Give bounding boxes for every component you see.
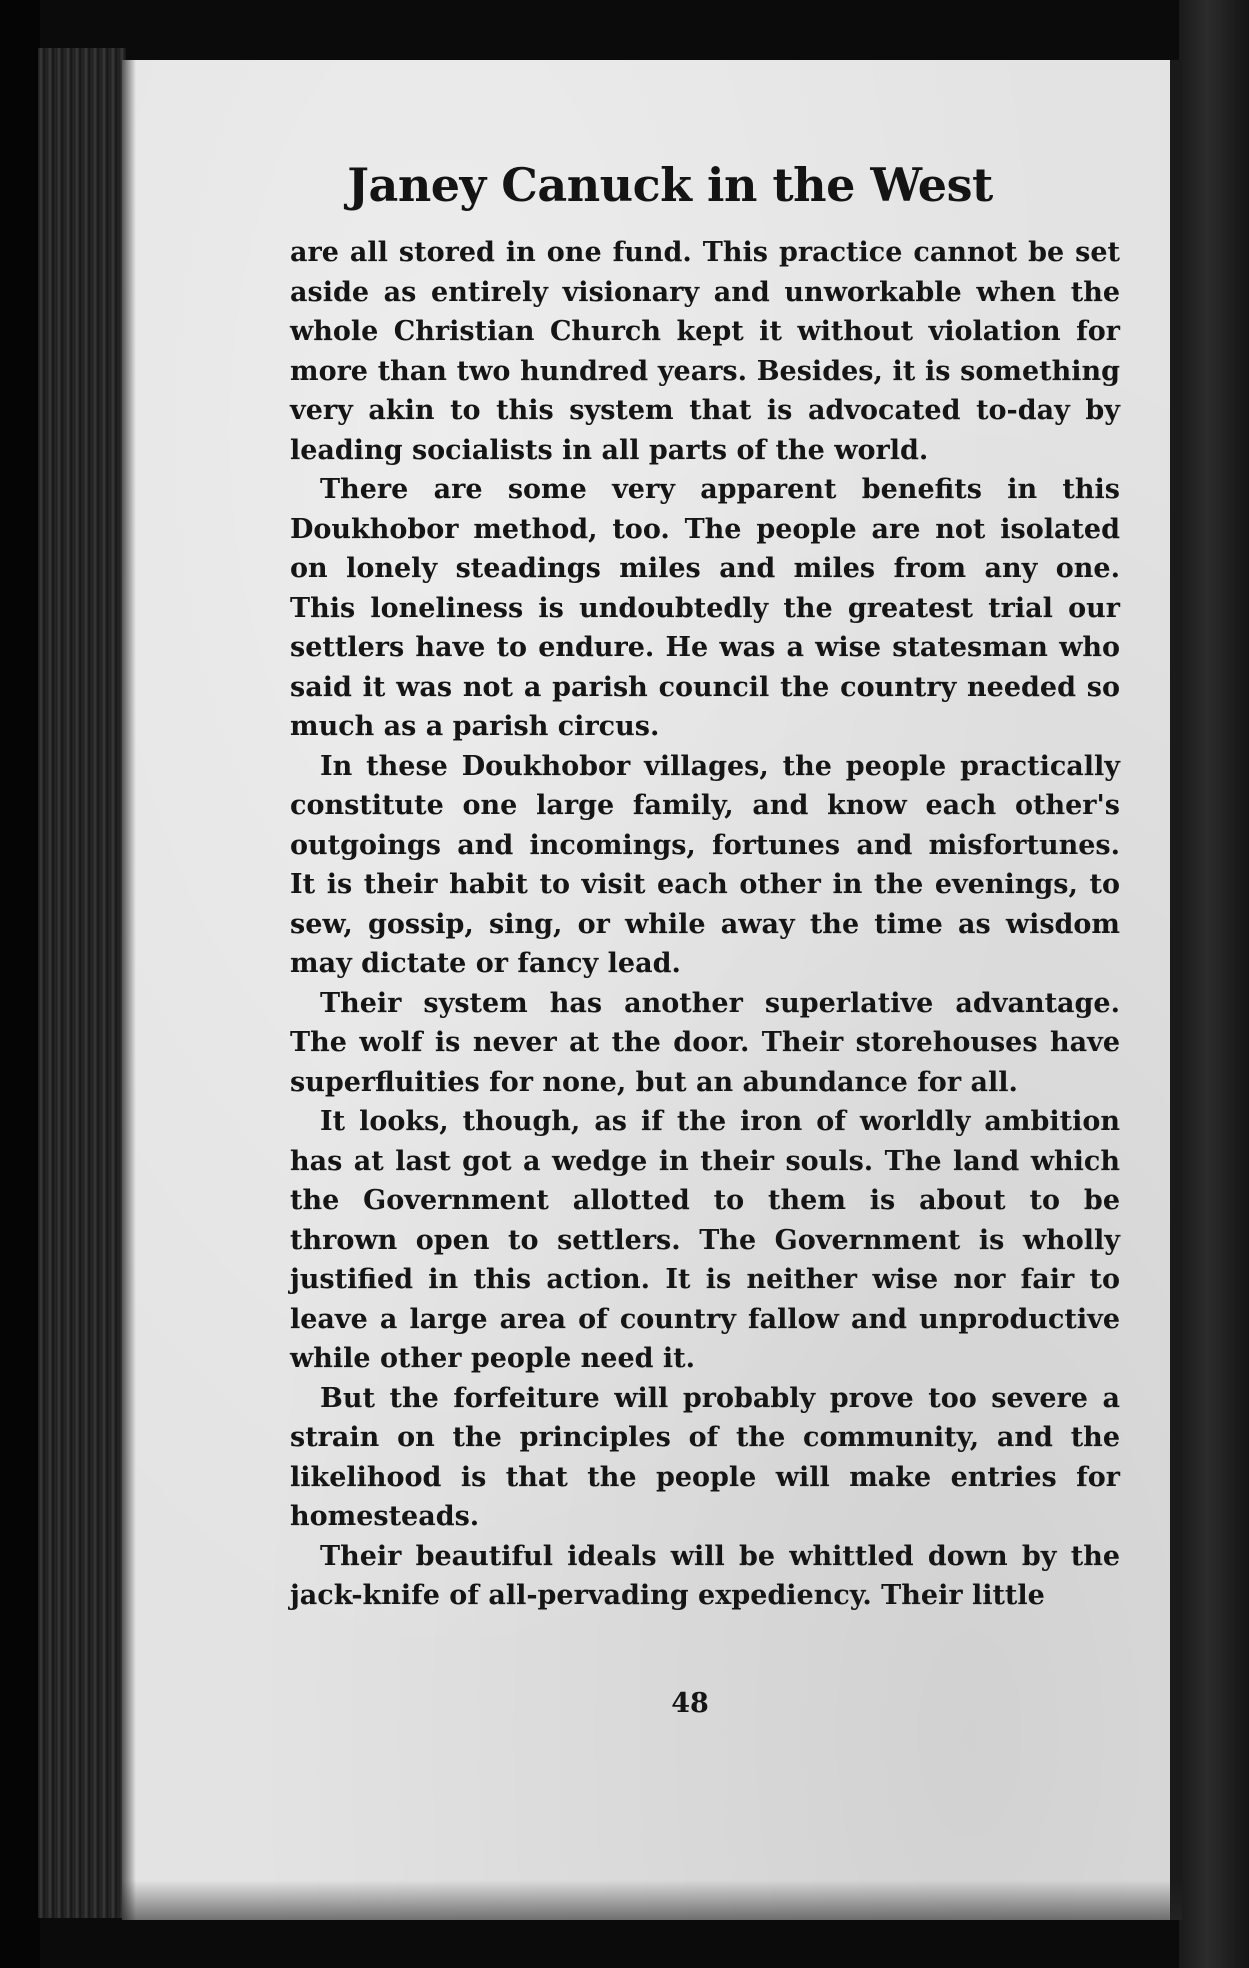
paragraph-7: Their beautiful ideals will be whittled down by the jack-knife of all-pervading expediency. Their little: [290, 1540, 1120, 1611]
page-body: [290, 233, 1120, 1616]
book-page-edges: [38, 48, 126, 1918]
paragraph-2: There are some very apparent benefits in this Doukhobor method, too. The people are not isolated on lonely steadings miles and miles from any one. This loneliness is undoubtedly the greatest trial our settlers have to endure. He was a wise statesman who said it was not a parish council the country needed so much as a parish circus.: [290, 474, 1120, 742]
running-head: Janey Canuck in the West: [347, 158, 993, 212]
paragraph-1: are all stored in one fund. This practice cannot be set aside as entirely visionary and unworkable when the whole Christian Church kept it without violation for more than two hundred years. Besides, it is something very akin to this system that is advocated to-day by leading socialists in all parts of the world.: [290, 237, 1120, 466]
paragraph-5: It looks, though, as if the iron of worldly ambition has at last got a wedge in their souls. The land which the Government allotted to them is about to be thrown open to settlers. The Government is wholly justified in this action. It is neither wise nor fair to leave a large area of country fallow and unproductive while other people need it.: [290, 1106, 1120, 1374]
page-number: 48: [671, 1688, 709, 1719]
scan-border-left: [0, 0, 40, 1968]
scan-border-right: [1179, 0, 1249, 1968]
paragraph-6: But the forfeiture will probably prove too severe a strain on the principles of the community, and the likelihood is that the people will make entries for homesteads.: [290, 1382, 1120, 1532]
page-gutter-shadow: [122, 60, 136, 1920]
page-binding-edge: [1170, 60, 1182, 1920]
page-bottom-shadow: [122, 1880, 1182, 1920]
paragraph-3: In these Doukhobor villages, the people practically constitute one large family, and know each other's outgoings and incomings, fortunes and misfortunes. It is their habit to visit each other in the evenings, to sew, gossip, sing, or while away the time as wisdom may dictate or fancy lead.: [290, 750, 1120, 979]
paragraph-4: Their system has another superlative advantage. The wolf is never at the door. Their storehouses have superfluities for none, but an abundance for all.: [290, 987, 1120, 1098]
